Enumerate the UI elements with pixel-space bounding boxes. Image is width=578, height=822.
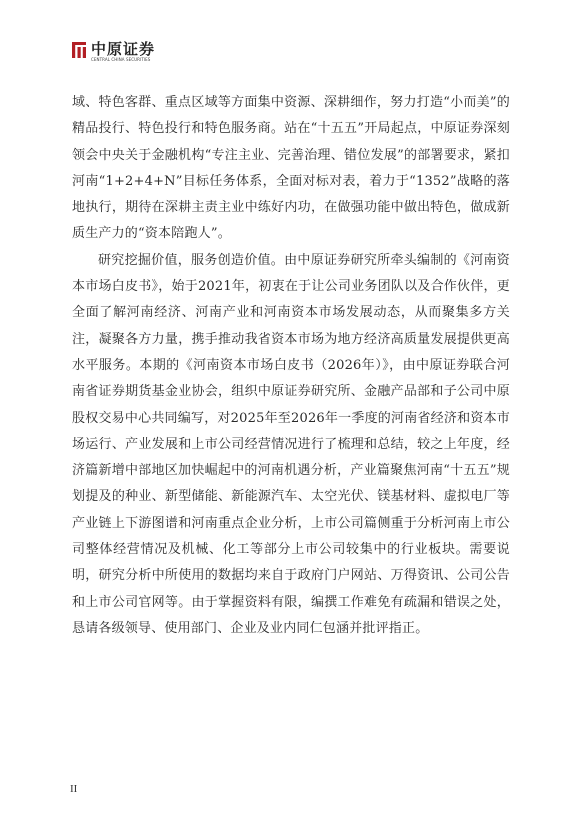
logo-mark-icon bbox=[72, 42, 86, 58]
body-text bbox=[72, 90, 510, 642]
logo-english-name: CENTRAL CHINA SECURITIES bbox=[91, 57, 151, 62]
paragraph-whitepaper-intro: 研究挖掘价值，服务创造价值。由中原证券研究所牵头编制的《河南资本市场白皮书》，始于2021年，初衷在于让公司业务团队以及合作伙伴，更全面了解河南经济、河南产业和河南资本市场发展动态，从而聚集多方关注，凝聚各方力量，携手推动我省资本市场为地方经济高质量发展提供更高水平服务。本期的《河南资本市场白皮书（2026年）》，由中原证券联合河南省证券期货基金业协会，组织中原证券研究所、金融产品部和子公司中原股权交易中心共同编写，对2025年至2026年一季度的河南省经济和资本市场运行、产业发展和上市公司经营情况进行了梳理和总结，较之上年度，经济篇新增中部地区加快崛起中的河南机遇分析，产业篇聚焦河南“十五五”规划提及的种业、新型储能、新能源汽车、太空光伏、镁基材料、虚拟电厂等产业链上下游图谱和河南重点企业分析，上市公司篇侧重于分析河南上市公司整体经营情况及机械、化工等部分上市公司较集中的行业板块。需要说明，研究分析中所使用的数据均来自于政府门户网站、万得资讯、公司公告和上市公司官网等。由于掌握资料有限，编撰工作难免有疏漏和错误之处，恳请各级领导、使用部门、企业及业内同仁包涵并批评指正。 bbox=[72, 252, 510, 636]
paragraph-continued: 域、特色客群、重点区域等方面集中资源、深耕细作，努力打造“小而美”的精品投行、特色投行和特色服务商。站在“十五五”开局起点，中原证券深刻领会中央关于金融机构“专注主业、完善治理、错位发展”的部署要求，紧扣河南“1+2+4+N”目标任务体系，全面对标对表，着力于“1352”战略的落地执行，期待在深耕主责主业中练好内功，在做强功能中做出特色，做成新质生产力的“资本陪跑人”。 bbox=[72, 95, 510, 242]
logo-name: 中原证券 bbox=[91, 40, 156, 58]
page-number: II bbox=[70, 783, 78, 795]
company-logo bbox=[72, 40, 172, 66]
